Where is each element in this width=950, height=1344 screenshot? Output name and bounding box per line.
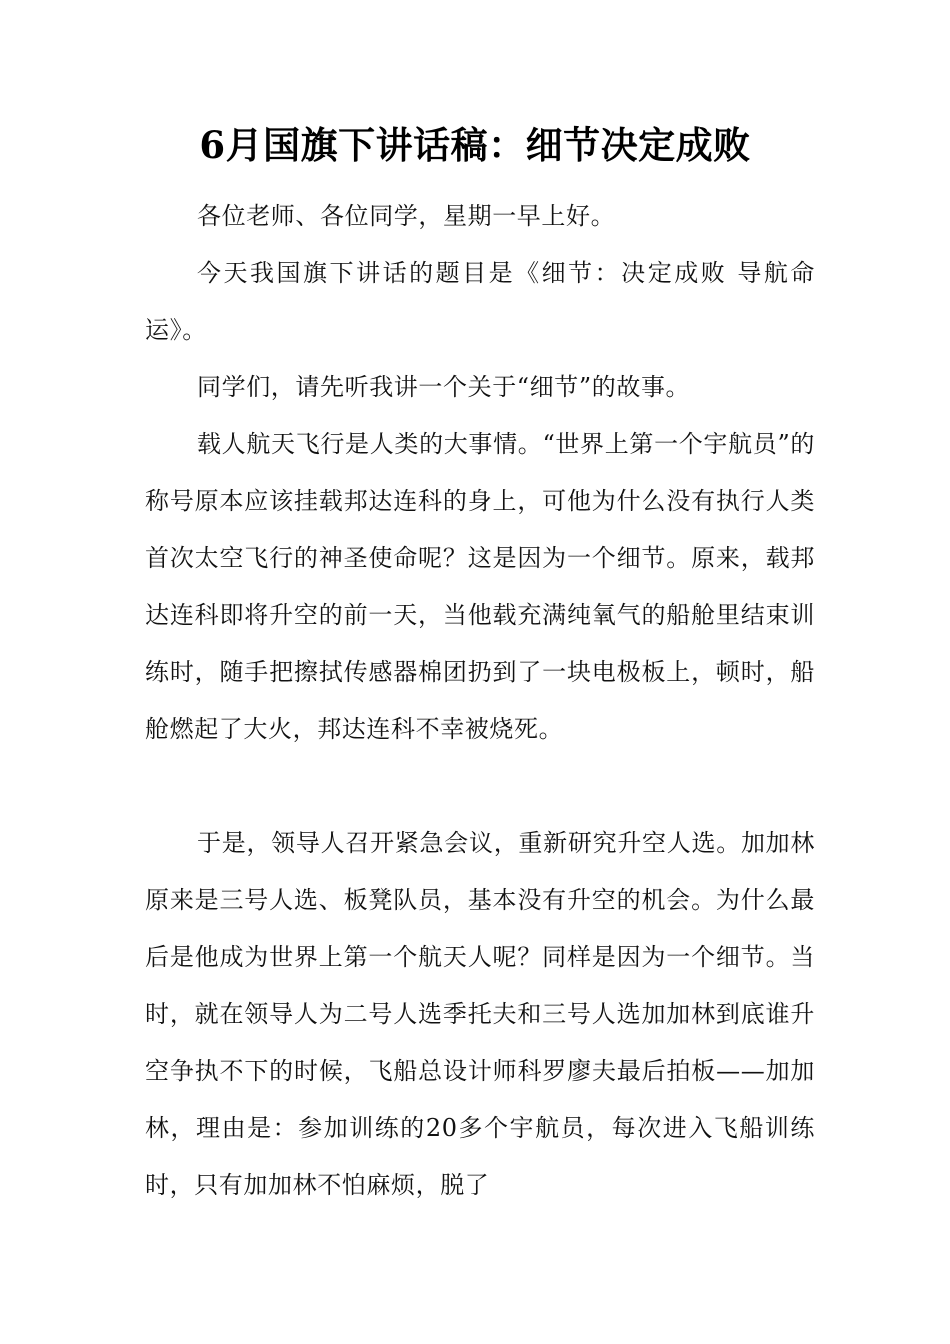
paragraph-topic: 今天我国旗下讲话的题目是《细节：决定成败 导航命运》。 [145,259,815,344]
document-title: 6月国旗下讲话稿：细节决定成败 [199,123,751,167]
paragraph-gagarin: 于是，领导人召开紧急会议，重新研究升空人选。加加林原来是三号人选、板凳队员，基本没有升空的机会。为什么最后是他成为世界上第一个航天人呢？同样是因为一个细节。当时，就在领导人为二号人选季托夫和三号人选加加林到底谁升空争执不下的时候，飞船总设计师科罗廖夫最后拍板——加加林，理由是：参加训练的20多个宇航员，每次进入飞船训练时，只有加加林不怕麻烦，脱了 [145,829,815,1199]
paragraph-bondarenko: 载人航天飞行是人类的大事情。“世界上第一个宇航员”的称号原本应该挂载邦达连科的身上，可他为什么没有执行人类首次太空飞行的神圣使命呢？这是因为一个细节。原来，载邦达连科即将升空的前一天，当他载充满纯氧气的船舱里结束训练时，随手把擦拭传感器棉团扔到了一块电极板上，顿时，船舱燃起了大火，邦达连科不幸被烧死。 [145,430,815,743]
paragraph-story-intro: 同学们，请先听我讲一个关于“细节”的故事。 [197,373,691,401]
paragraph-greeting: 各位老师、各位同学，星期一早上好。 [197,202,616,230]
